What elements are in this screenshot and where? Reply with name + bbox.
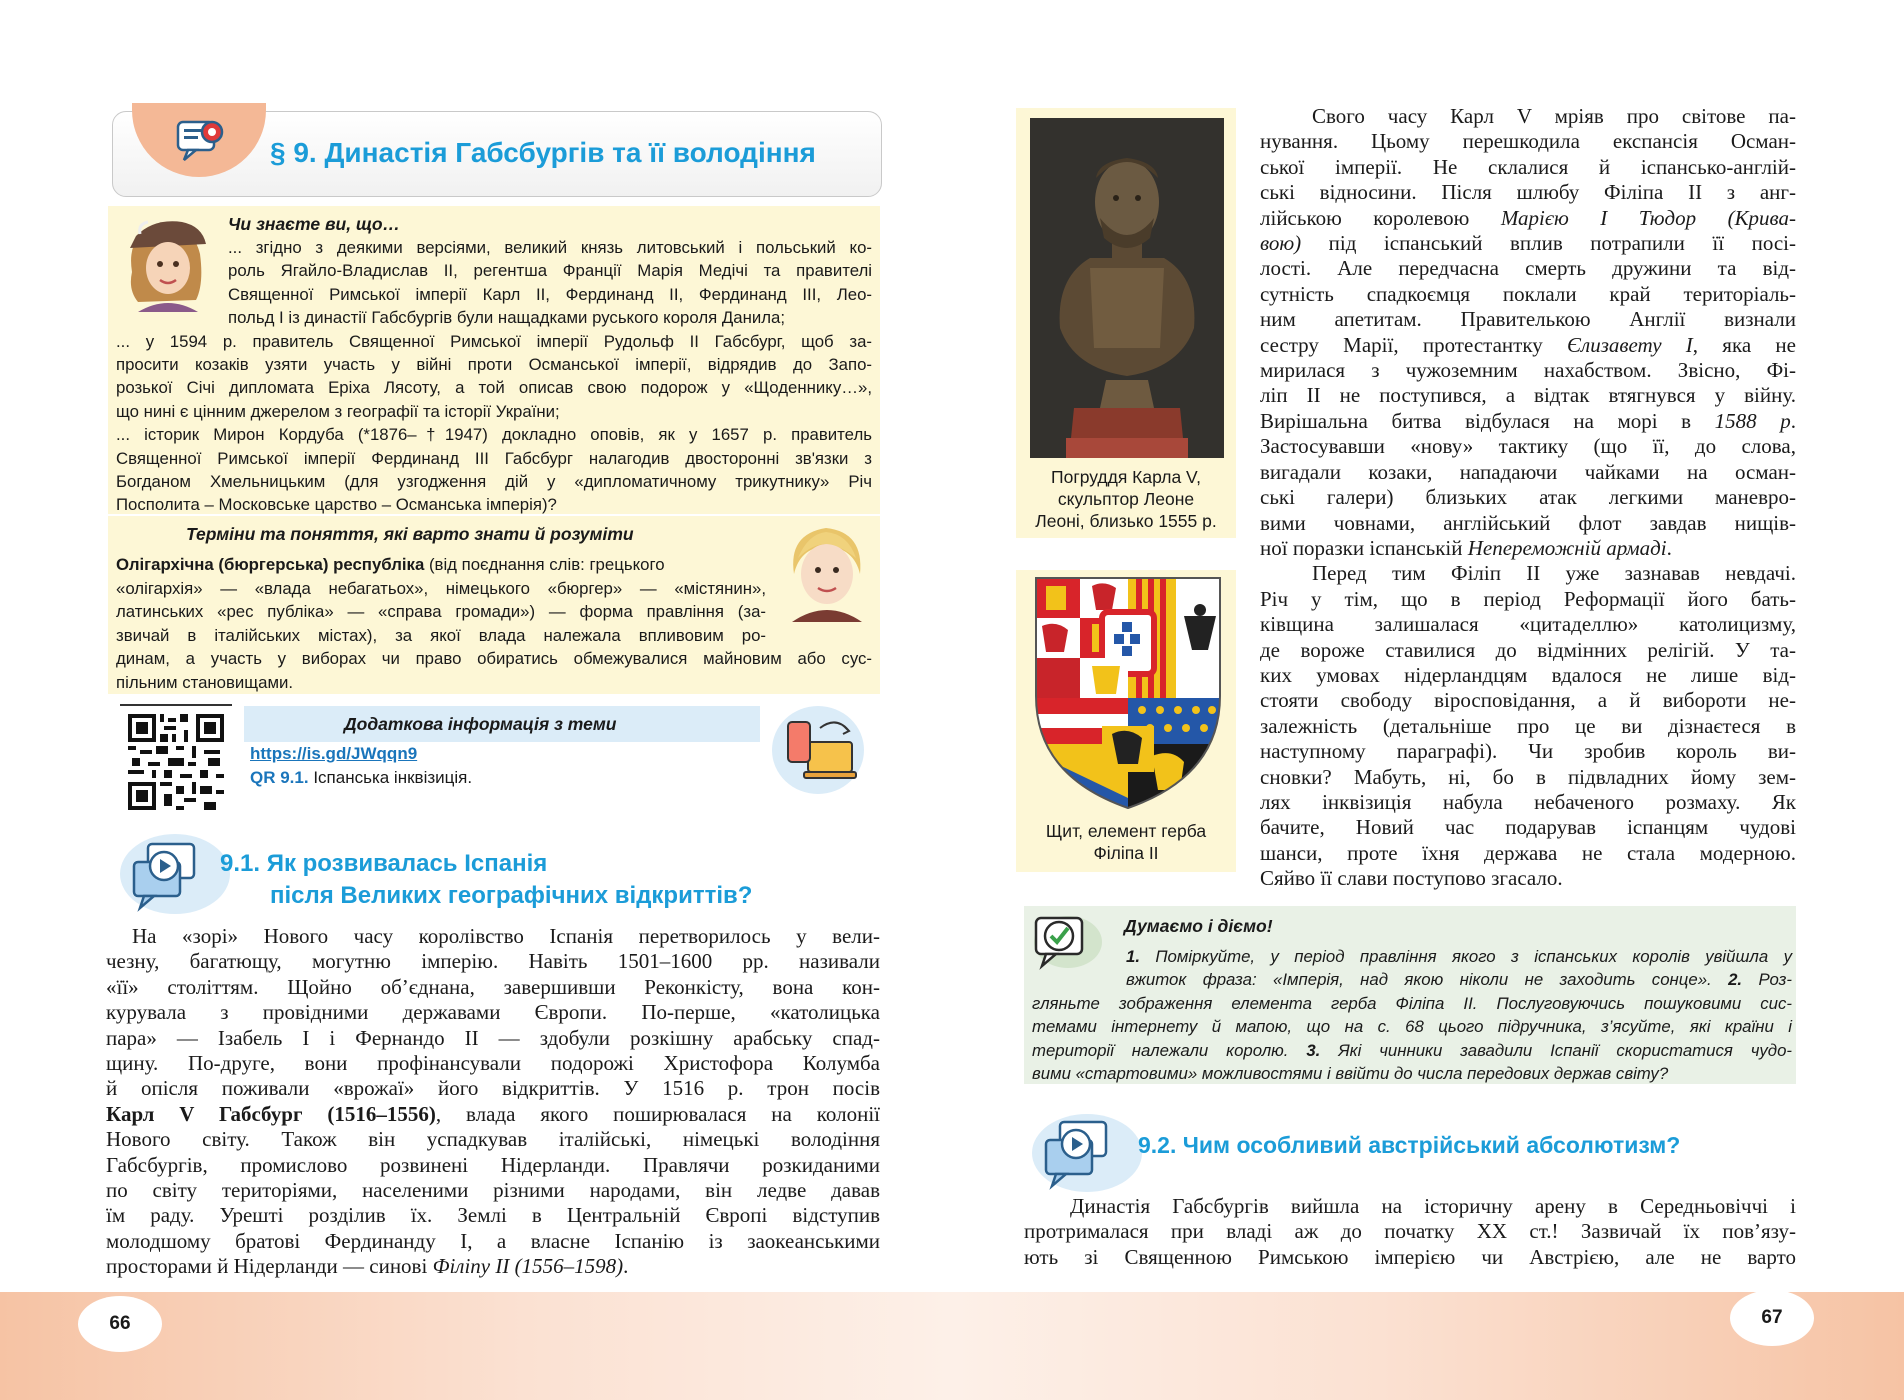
bold-text: Карл V Габсбург (1516–1556) — [106, 1101, 436, 1126]
body-line — [132, 924, 880, 949]
plain-text: наступному параграфі). Чи зробив король ви- — [1260, 739, 1796, 764]
think-act-line — [1126, 945, 1792, 968]
think-act-line — [1032, 1015, 1792, 1038]
plain-text: Габсбургів, промислово розвинені Нідерланди. Правлячи розкиданими — [106, 1152, 880, 1177]
dyk-line: роль Ягайло-Владислав ІІ, регентша Франції Марія Медічі та правителі — [228, 261, 872, 281]
section-9-1-body — [106, 924, 880, 1280]
plain-text: під іспанський вплив потрапили її посі- — [1301, 231, 1796, 256]
think-act-line — [1032, 1062, 1792, 1085]
terms-line: динам, а участь у виборах чи право обиратись обмежувалися майновим або сус- — [116, 649, 872, 669]
page-number-right: 67 — [1761, 1307, 1783, 1328]
body-line — [1260, 688, 1796, 713]
plain-text: вигадали козаки, нападаючи чайками на осман- — [1260, 459, 1796, 484]
body-line — [1260, 434, 1796, 459]
plain-text: залежність (детальніше про це ви дізнаєтеся в — [1260, 713, 1796, 738]
plain-text: лях інквізиція набула небаченого розмаху. Як — [1260, 789, 1796, 814]
plain-text: протрималася при владі аж до початку ХХ ст.! Зазвичай їх пов’язу- — [1024, 1219, 1796, 1244]
plain-text: ним апетитам. Правителькою Англії визнали — [1260, 307, 1796, 332]
plain-text: Вирішальна битва відбулася на морі в — [1260, 408, 1715, 433]
bust-caption-line: Леоні, близько 1555 р. — [1035, 511, 1217, 531]
shield-caption — [1016, 820, 1236, 864]
plain-text: молодшому братові Фердинанду І, а власне Іспанію із заокеанськими — [106, 1228, 880, 1253]
dyk-line: просити козаків узяти участь у війні проти Османської імперії, відрядив до Запо- — [116, 355, 872, 375]
body-line — [1260, 282, 1796, 307]
body-line — [1260, 460, 1796, 485]
plain-text: ких умовах нідерландцям вдалося не лише від- — [1260, 662, 1796, 687]
shield-caption-line: Філіпа ІІ — [1093, 843, 1159, 863]
plain-text: ної поразки іспанській — [1260, 535, 1468, 560]
dyk-line: Священної Римської імперії Фердинанд ІІІ Габсбург налагодив двосторонні зв'язки з — [116, 448, 872, 468]
body-line — [106, 1000, 880, 1025]
page-number-badge-right — [1730, 1290, 1814, 1346]
term-def-start: (від поєднання слів: грецького — [424, 555, 665, 574]
did-you-know-text — [116, 236, 872, 517]
plain-text: ські галери) близьких атак легкими маневро- — [1260, 485, 1796, 510]
task-text: темами інтернету й мапою, що на с. 68 цього підручника, з’ясуйте, які країни і — [1032, 1017, 1792, 1037]
body-line — [1260, 231, 1796, 256]
divider-line — [120, 704, 232, 706]
body-line — [1260, 841, 1796, 866]
dyk-line: Богданом Хмельницьким (для узгодження дій у «дипломатичному трикутнику» Річ — [116, 472, 872, 492]
plain-text: ліп ІІ не поступився, а відтак втягнувся у війну. — [1260, 383, 1796, 408]
task-text: Роз- — [1742, 970, 1792, 990]
bust-caption — [1016, 466, 1236, 532]
plain-text: , влада якого поширювалася на колонії — [435, 1101, 880, 1126]
body-line — [1260, 866, 1796, 891]
body-line — [106, 1051, 880, 1076]
plain-text: Застосувавши «нову» тактику (що її, до слова, — [1260, 434, 1796, 459]
body-line — [106, 1203, 880, 1228]
plain-text: шанси, проте їхня держава не стала модерною. — [1260, 840, 1796, 865]
task-number: 1. — [1126, 947, 1140, 966]
body-line — [1260, 333, 1796, 358]
body-line — [1024, 1219, 1796, 1244]
think-act-tasks — [1032, 945, 1792, 1085]
plain-text: просторами й Нідерланди — синові — [106, 1254, 433, 1279]
plain-text: мирилася з чужоземним нахабством. Звісно, Фі- — [1260, 358, 1796, 383]
online-resource-icon — [768, 700, 868, 798]
terms-text — [116, 553, 872, 695]
bust-caption-line: скульптор Леоне — [1057, 489, 1195, 509]
task-text: Поміркуйте, у період правління якого з іспанських королів увійшла у — [1140, 947, 1792, 966]
plain-text: Свого часу Карл V мріяв про світове па- — [1312, 104, 1796, 128]
info-qr-text: Іспанська інквізиція. — [308, 768, 473, 787]
dyk-line: польд І із династії Габсбургів були нащадками руського короля Данила; — [228, 308, 785, 328]
dyk-line: ... історик Мирон Кордуба (*1876–†1947) докладно оповів, як у 1657 р. правитель — [116, 425, 872, 445]
plain-text: пара» — Ізабель І і Фернандо ІІ — здобули розкішну арабську спад- — [106, 1025, 880, 1050]
plain-text: стояти свободу віросповідання, а й вибороти не- — [1260, 688, 1796, 713]
task-text: гляньте зображення елемента герба Філіпа ІІ. Послуговуючись пошуковими сис- — [1032, 993, 1792, 1013]
dyk-line: ... у 1594 р. правитель Священної Римської імперії Рудольф ІІ Габсбург, щоб за- — [116, 331, 872, 351]
bust-caption-line: Погруддя Карла V, — [1051, 467, 1201, 487]
body-line — [1260, 129, 1796, 154]
section-9-1-title-line: 9.1. Як розвивалась Іспанія — [220, 850, 548, 877]
plain-text: «її» століттям. Щойно об’єднана, завершивши Реконкісту, вона кон- — [106, 974, 880, 999]
did-you-know-heading: Чи знаєте ви, що… — [228, 214, 401, 234]
plain-text: Перед тим Філіп ІІ уже зазнавав невдачі. — [1312, 561, 1796, 586]
task-number: 3. — [1306, 1040, 1321, 1060]
plain-text: ють зі Священною Римською імперією чи Австрією, але не варто — [1024, 1244, 1796, 1269]
page-title: § 9. Династія Габсбургів та її володіння — [270, 137, 816, 168]
body-line — [1260, 638, 1796, 663]
video-icon — [130, 842, 202, 916]
plain-text: сестру Марії, протестантку — [1260, 332, 1567, 357]
section-9-1-title-line: після Великих географічних відкриттів? — [270, 882, 753, 909]
body-line — [1312, 561, 1796, 586]
bust-image — [1030, 118, 1224, 458]
plain-text: нування. Цьому перешкодила експансія Осман- — [1260, 129, 1796, 154]
body-line — [106, 1178, 880, 1203]
plain-text: чезну, багатющу, могутню імперію. Навіть 1501–1600 рр. називали — [106, 949, 880, 974]
terms-line: звичай в італійських містах), за якої влада належала впливовим ро- — [116, 625, 766, 645]
body-line — [1260, 155, 1796, 180]
dyk-line: Священної Римської імперії Карл ІІ, Фердинанд ІІ, Фердинанд ІІІ, Лео- — [228, 284, 872, 304]
body-line — [1260, 358, 1796, 383]
body-line — [1260, 714, 1796, 739]
body-line — [1260, 815, 1796, 840]
dyk-line: Посполита – Московське царство – Османська імперія)? — [116, 495, 557, 515]
body-line — [106, 1026, 880, 1051]
body-line — [1260, 739, 1796, 764]
section-9-2-title: 9.2. Чим особливий австрійський абсолютизм? — [1138, 1132, 1681, 1158]
terms-line: латинських «рес публіка» — «справа громади») — форма правління (за- — [116, 602, 766, 622]
task-number: 2. — [1728, 970, 1743, 990]
plain-text: лійською королевою — [1260, 205, 1501, 230]
body-line — [1024, 1245, 1796, 1270]
plain-text: , яка не — [1692, 332, 1796, 357]
plain-text: й опісля поживали «врожаї» його відкриттів. У 1516 р. трон посів — [106, 1076, 880, 1101]
plain-text: ківщина залишалася «цитаделлю» католицизму, — [1260, 612, 1796, 637]
chapter-icon — [174, 116, 230, 164]
plain-text: курувала з провідними державами Європи. По-перше, «католицька — [106, 1000, 880, 1025]
plain-text: ські відносини. Після шлюбу Філіпа ІІ з анг- — [1260, 180, 1796, 205]
plain-text: Нового світу. Також він успадкував італійські, німецькі володіння — [106, 1127, 880, 1152]
plain-text: сновки? Мабуть, ні, бо в підвладних йому зем- — [1260, 764, 1796, 789]
qr-code[interactable] — [128, 714, 224, 810]
plain-text: бачите, Новий час подарував іспанцям чудові — [1260, 815, 1796, 840]
italic-text: Марією І Тюдор (Крива- — [1500, 205, 1796, 230]
italic-text: Непереможній армаді — [1467, 535, 1667, 560]
body-line — [106, 949, 880, 974]
body-line — [106, 1153, 880, 1178]
body-line — [106, 1254, 880, 1279]
plain-text: вими човнами, англійський флот завдав нищів- — [1260, 510, 1796, 535]
right-column-text — [1260, 104, 1796, 892]
body-line — [1260, 765, 1796, 790]
video-icon — [1042, 1120, 1114, 1194]
info-qr-label: QR 9.1. — [250, 768, 309, 787]
think-act-line — [1032, 1039, 1792, 1062]
body-line — [106, 975, 880, 1000]
body-line — [1312, 104, 1796, 129]
plain-text: де вороже ставилися до відмінних релігій. У та- — [1260, 637, 1796, 662]
body-line — [1260, 485, 1796, 510]
plain-text: сутність спадкоємця поклали край територіаль- — [1260, 281, 1796, 306]
plain-text: Річ у тім, що в період Реформації його бать- — [1260, 586, 1796, 611]
dyk-line: ... згідно з деякими версіями, великий князь литовський і польський ко- — [228, 238, 872, 257]
plain-text: Сяйво її слави поступово згасало. — [1260, 866, 1563, 891]
body-line — [1260, 536, 1796, 561]
terms-heading: Терміни та поняття, які варто знати й розуміти — [186, 524, 634, 544]
body-line — [1070, 1194, 1796, 1219]
info-heading: Додаткова інформація з теми — [344, 714, 617, 734]
body-line — [1260, 663, 1796, 688]
term: Олігархічна (бюргерська) республіка — [116, 555, 425, 574]
info-qr-caption — [250, 768, 472, 788]
task-text: Які чинники завадили Іспанії скористатися чудо- — [1320, 1040, 1793, 1060]
plain-text: лості. Але передчасна смерть дружини та від- — [1260, 256, 1796, 281]
body-line — [106, 1229, 880, 1254]
body-line — [106, 1127, 880, 1152]
section-9-2-body — [1024, 1194, 1796, 1270]
task-text: вжиток фраза: «Імперія, над якою ніколи не заходить сонце». — [1126, 970, 1729, 990]
plain-text: ської імперії. Не склалися й іспансько-англій- — [1260, 154, 1796, 179]
body-line — [1260, 256, 1796, 281]
plain-text: . — [1790, 408, 1796, 433]
dyk-line: розької Січі дипломата Еріха Лясоту, а той описав свою подорож у «Щоденнику…», — [116, 378, 872, 398]
body-line — [1260, 180, 1796, 205]
body-line — [1260, 511, 1796, 536]
body-line — [1260, 307, 1796, 332]
body-line — [1260, 587, 1796, 612]
plain-text: . — [623, 1254, 629, 1279]
coat-of-arms-shield-image — [1032, 576, 1224, 810]
terms-line: пільним становищами. — [116, 672, 294, 692]
body-line — [1260, 790, 1796, 815]
plain-text: щину. По-друге, вони профінансували подорожі Христофора Колумба — [106, 1051, 880, 1076]
plain-text: Династія Габсбургів вийшла на історичну арену в Середньовіччі і — [1070, 1194, 1796, 1218]
body-line — [106, 1102, 880, 1127]
think-act-line — [1126, 968, 1792, 991]
shield-caption-line: Щит, елемент герба — [1045, 821, 1207, 841]
body-line — [1260, 383, 1796, 408]
italic-text: Єлизавету І — [1567, 332, 1693, 357]
plain-text: їм раду. Урешті розділив їх. Землі в Центральній Європі відступив — [106, 1203, 880, 1228]
task-text: вими «стартовими» можливостями і ввійти до числа передових держав світу? — [1032, 1064, 1669, 1084]
italic-text: вою) — [1260, 231, 1302, 256]
think-act-heading: Думаємо і діємо! — [1124, 916, 1273, 936]
think-act-line — [1032, 992, 1792, 1015]
terms-line — [116, 553, 766, 577]
body-line — [1260, 409, 1796, 434]
section-9-1-title — [220, 848, 752, 912]
plain-text: . — [1666, 535, 1672, 560]
terms-line: «олігархія» — «влада небагатьох», німецького «бюргер» — «містянин», — [116, 578, 766, 598]
page-number-badge-left — [78, 1296, 162, 1352]
dyk-line: що нині є цінним джерелом з географії та історії України; — [116, 401, 560, 421]
page-number-left: 66 — [109, 1313, 131, 1334]
italic-text: 1588 р — [1714, 408, 1791, 433]
task-text: території належали королю. — [1032, 1040, 1307, 1060]
info-link[interactable]: https://is.gd/JWqqn9 — [250, 744, 418, 763]
plain-text: по світу територіями, населеними різними народами, він ледве давав — [106, 1178, 880, 1203]
italic-text: Філіпу ІІ (1556–1598) — [432, 1254, 624, 1279]
body-line — [1260, 612, 1796, 637]
body-line — [1260, 206, 1796, 231]
plain-text: На «зорі» Нового часу королівство Іспанія перетворилось у вели- — [132, 924, 880, 948]
body-line — [106, 1076, 880, 1101]
